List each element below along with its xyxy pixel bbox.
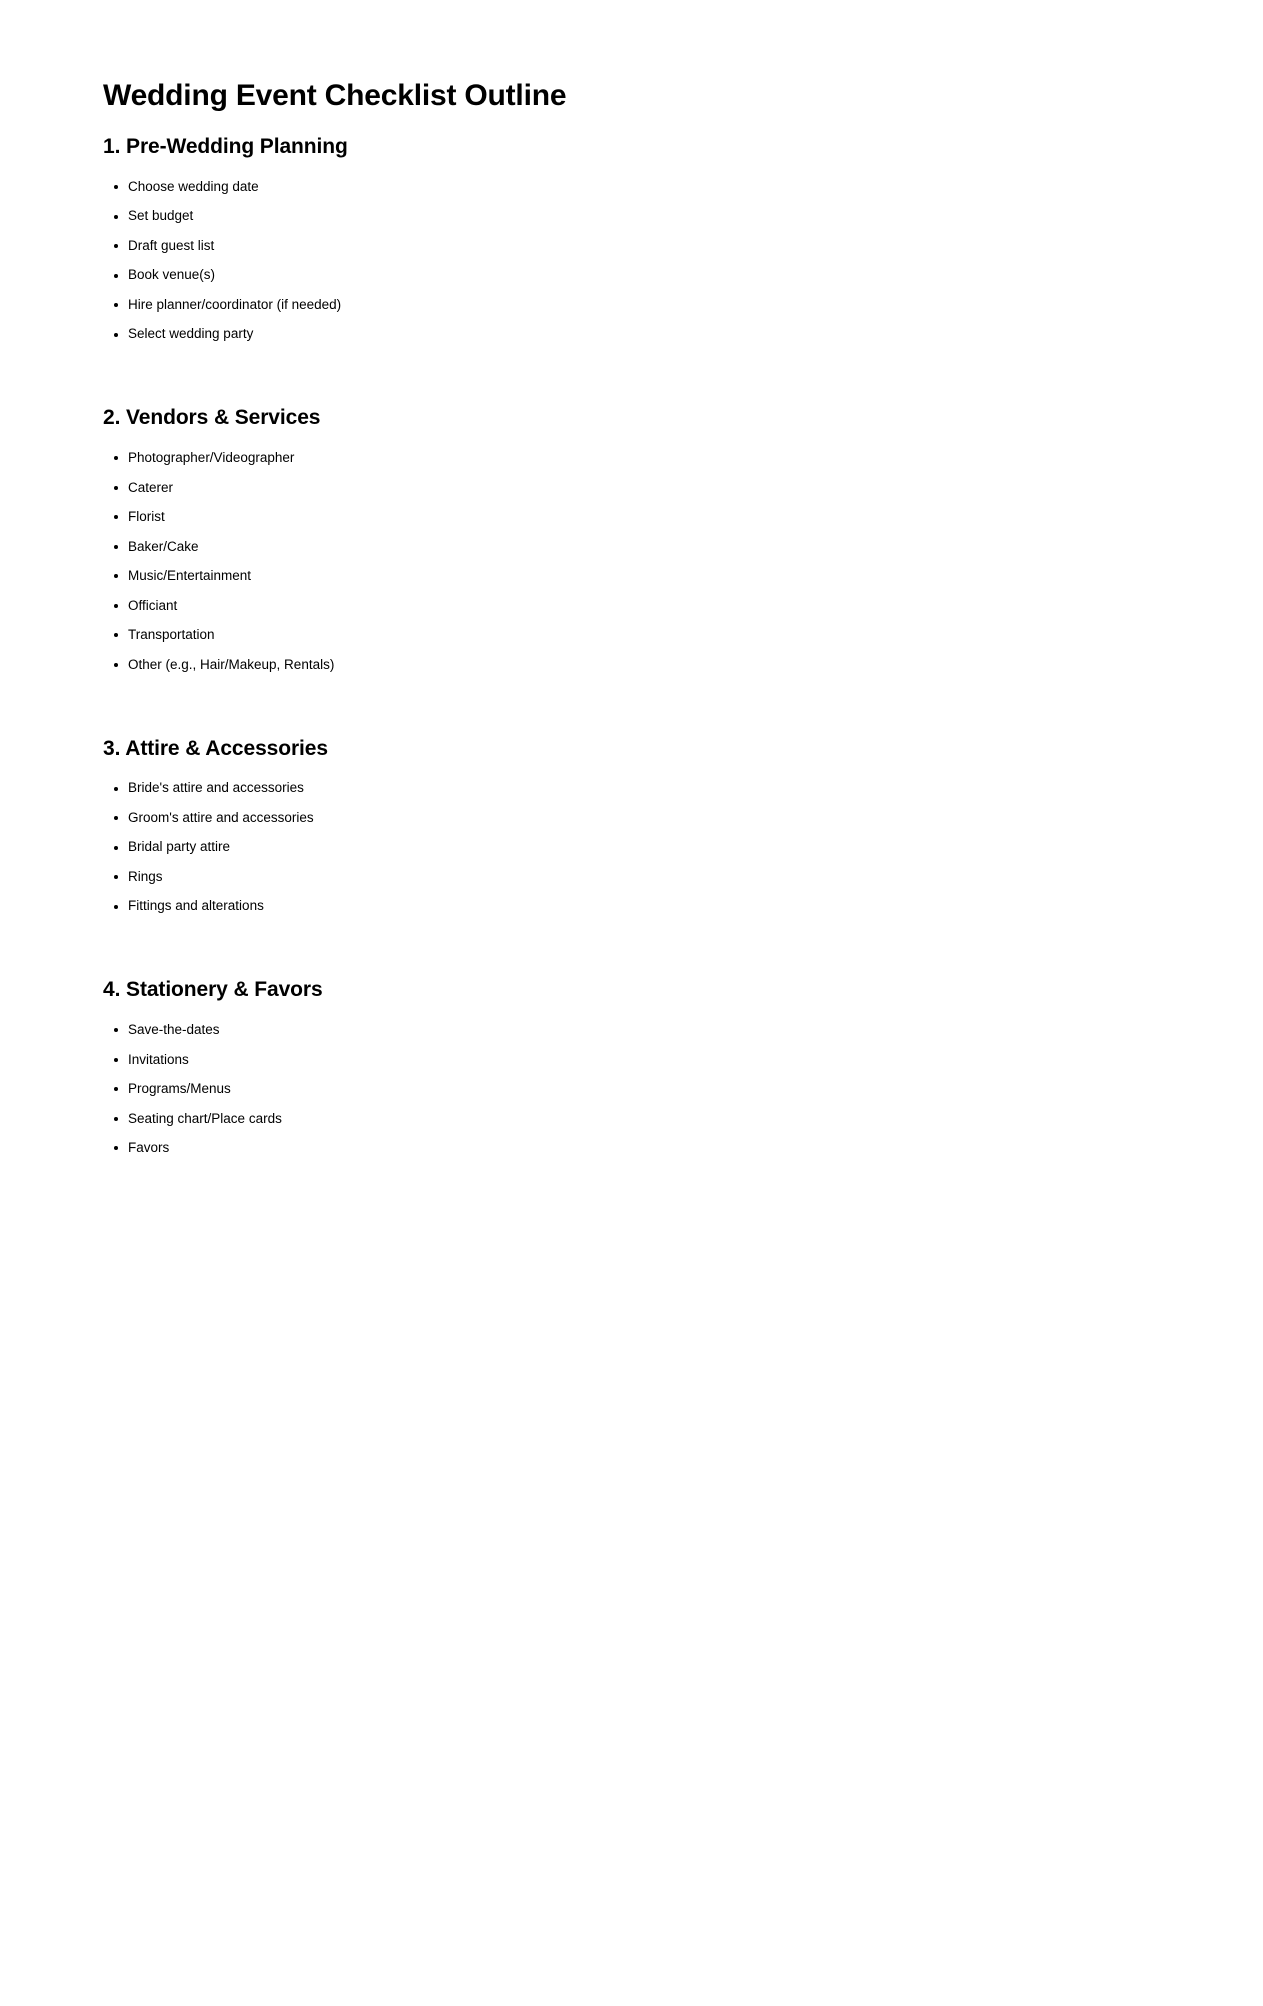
list-item-label: Save-the-dates bbox=[128, 1022, 220, 1038]
list-item[interactable] bbox=[103, 1045, 1163, 1075]
list-item-label: Choose wedding date bbox=[128, 178, 259, 194]
list-item-label: Programs/Menus bbox=[128, 1081, 231, 1097]
list-item-label: Book venue(s) bbox=[128, 267, 216, 283]
section-heading: 4. Stationery & Favors bbox=[103, 978, 323, 1002]
list-item[interactable] bbox=[103, 473, 1163, 503]
disc-bullet-icon bbox=[114, 816, 118, 820]
disc-bullet-icon bbox=[114, 574, 118, 578]
list-item-label: Select wedding party bbox=[128, 326, 254, 342]
checklist-list bbox=[103, 774, 1163, 922]
list-item[interactable] bbox=[103, 1075, 1163, 1105]
list-item[interactable] bbox=[103, 202, 1163, 232]
checklist-section bbox=[103, 736, 1163, 922]
list-item[interactable] bbox=[103, 261, 1163, 291]
section-heading: 3. Attire & Accessories bbox=[103, 736, 328, 760]
list-item[interactable] bbox=[103, 1134, 1163, 1164]
disc-bullet-icon bbox=[114, 787, 118, 791]
disc-bullet-icon bbox=[114, 333, 118, 337]
list-item-label: Hire planner/coordinator (if needed) bbox=[128, 296, 342, 312]
list-item[interactable] bbox=[103, 320, 1163, 350]
list-item[interactable] bbox=[103, 862, 1163, 892]
disc-bullet-icon bbox=[114, 215, 118, 219]
list-item-label: Draft guest list bbox=[128, 237, 215, 253]
disc-bullet-icon bbox=[114, 846, 118, 850]
disc-bullet-icon bbox=[114, 604, 118, 608]
list-item-label: Bride's attire and accessories bbox=[128, 780, 304, 796]
list-item[interactable] bbox=[103, 1016, 1163, 1046]
disc-bullet-icon bbox=[114, 875, 118, 879]
disc-bullet-icon bbox=[114, 486, 118, 490]
list-item-label: Transportation bbox=[128, 627, 215, 643]
disc-bullet-icon bbox=[114, 274, 118, 278]
disc-bullet-icon bbox=[114, 1028, 118, 1032]
list-item-label: Seating chart/Place cards bbox=[128, 1110, 282, 1126]
list-item[interactable] bbox=[103, 444, 1163, 474]
disc-bullet-icon bbox=[114, 1058, 118, 1062]
disc-bullet-icon bbox=[114, 1146, 118, 1150]
checklist-list bbox=[103, 444, 1163, 680]
disc-bullet-icon bbox=[114, 545, 118, 549]
checklist-sections bbox=[103, 134, 1163, 1163]
list-item-label: Invitations bbox=[128, 1051, 189, 1067]
list-item[interactable] bbox=[103, 621, 1163, 651]
list-item[interactable] bbox=[103, 833, 1163, 863]
section-heading: 1. Pre-Wedding Planning bbox=[103, 135, 348, 158]
list-item-label: Favors bbox=[128, 1140, 170, 1156]
list-item-label: Caterer bbox=[128, 479, 174, 495]
checklist-section bbox=[103, 134, 1163, 349]
disc-bullet-icon bbox=[114, 1087, 118, 1091]
list-item[interactable] bbox=[103, 532, 1163, 562]
list-item-label: Rings bbox=[128, 868, 163, 884]
disc-bullet-icon bbox=[114, 303, 118, 307]
list-item[interactable] bbox=[103, 892, 1163, 922]
disc-bullet-icon bbox=[114, 515, 118, 519]
disc-bullet-icon bbox=[114, 663, 118, 667]
section-heading: 2. Vendors & Services bbox=[103, 406, 321, 430]
checklist-section bbox=[103, 405, 1163, 679]
list-item[interactable] bbox=[103, 650, 1163, 680]
checklist-list bbox=[103, 1016, 1163, 1164]
list-item[interactable] bbox=[103, 1104, 1163, 1134]
list-item[interactable] bbox=[103, 591, 1163, 621]
disc-bullet-icon bbox=[114, 1117, 118, 1121]
list-item-label: Groom's attire and accessories bbox=[128, 809, 314, 825]
list-item[interactable] bbox=[103, 562, 1163, 592]
list-item[interactable] bbox=[103, 172, 1163, 202]
checklist-section bbox=[103, 977, 1163, 1163]
list-item-label: Photographer/Videographer bbox=[128, 450, 295, 466]
list-item-label: Set budget bbox=[128, 208, 194, 224]
checklist-list bbox=[103, 172, 1163, 349]
disc-bullet-icon bbox=[114, 905, 118, 909]
disc-bullet-icon bbox=[114, 633, 118, 637]
list-item-label: Florist bbox=[128, 509, 165, 525]
list-item[interactable] bbox=[103, 503, 1163, 533]
list-item-label: Baker/Cake bbox=[128, 538, 199, 554]
disc-bullet-icon bbox=[114, 185, 118, 189]
list-item[interactable] bbox=[103, 774, 1163, 804]
disc-bullet-icon bbox=[114, 244, 118, 248]
list-item-label: Other (e.g., Hair/Makeup, Rentals) bbox=[128, 656, 335, 672]
list-item-label: Fittings and alterations bbox=[128, 898, 264, 914]
list-item-label: Officiant bbox=[128, 597, 178, 613]
list-item[interactable] bbox=[103, 803, 1163, 833]
list-item[interactable] bbox=[103, 231, 1163, 261]
list-item-label: Music/Entertainment bbox=[128, 568, 252, 584]
disc-bullet-icon bbox=[114, 456, 118, 460]
list-item[interactable] bbox=[103, 290, 1163, 320]
page-title: Wedding Event Checklist Outline bbox=[103, 79, 567, 112]
list-item-label: Bridal party attire bbox=[128, 839, 231, 855]
